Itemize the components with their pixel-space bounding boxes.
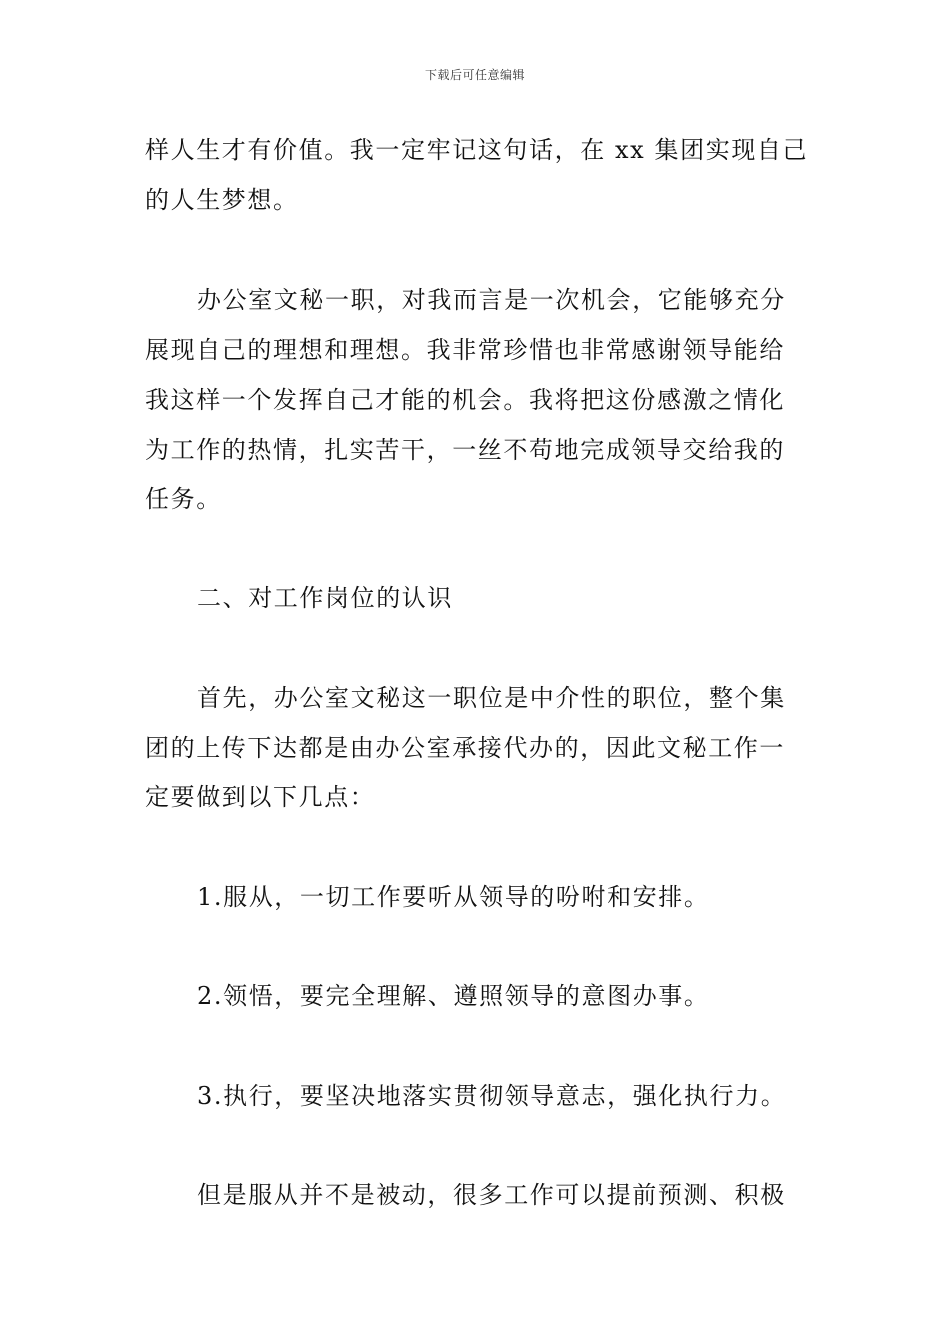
list-item: 3.执行，要坚决地落实贯彻领导意志，强化执行力。 [197,1082,787,1110]
paragraph-line: 首先，办公室文秘这一职位是中介性的职位，整个集 [197,684,786,712]
paragraph-line: 定要做到以下几点： [145,783,376,811]
page-header: 下载后可任意编辑 [424,68,525,82]
paragraph-line: 我这样一个发挥自己才能的机会。我将把这份感激之情化 [145,386,785,414]
paragraph-line: 办公室文秘一职，对我而言是一次机会，它能够充分 [197,286,786,314]
paragraph-line: 任务。 [145,485,222,513]
paragraph-line: 样人生才有价值。我一定牢记这句话，在 xx 集团实现自己 [145,136,809,164]
paragraph-line: 团的上传下达都是由办公室承接代办的，因此文秘工作一 [145,734,785,762]
list-item: 1.服从，一切工作要听从领导的吩咐和安排。 [197,883,710,911]
paragraph-line: 的人生梦想。 [145,186,299,214]
paragraph-line: 但是服从并不是被动，很多工作可以提前预测、积极 [197,1181,786,1209]
section-heading: 二、对工作岗位的认识 [197,584,453,612]
paragraph-line: 为工作的热情，扎实苦干，一丝不苟地完成领导交给我的 [145,436,785,464]
list-item: 2.领悟，要完全理解、遵照领导的意图办事。 [197,982,710,1010]
paragraph-line: 展现自己的理想和理想。我非常珍惜也非常感谢领导能给 [145,336,785,364]
